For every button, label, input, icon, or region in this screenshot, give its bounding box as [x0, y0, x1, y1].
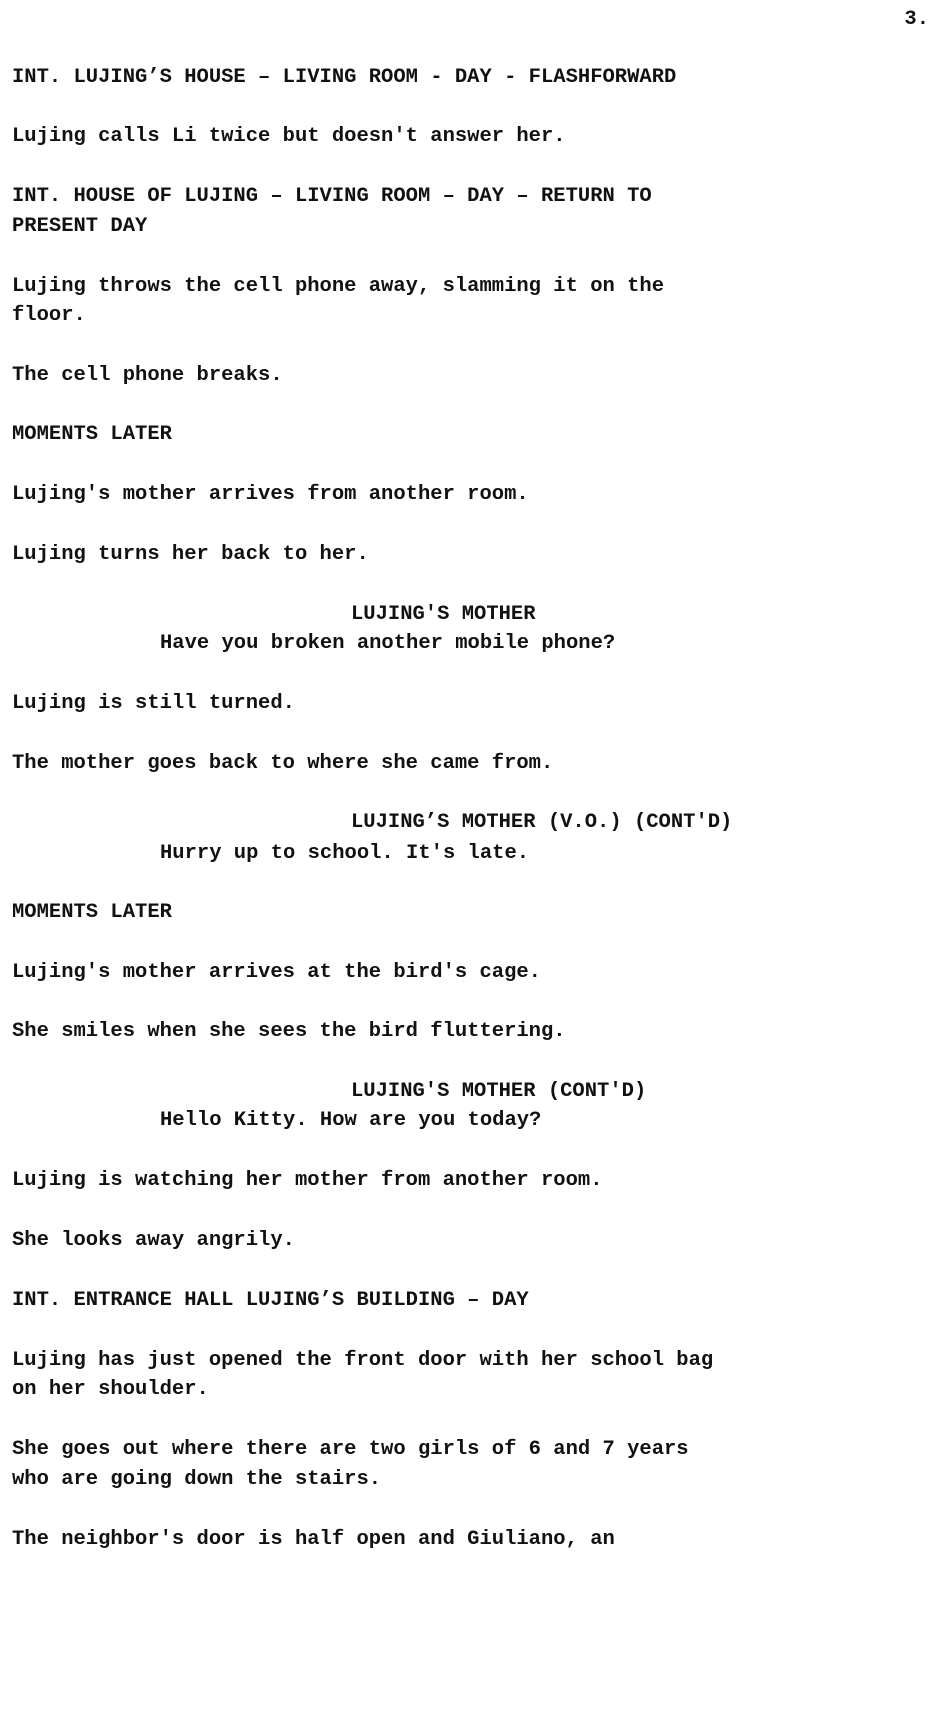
- page-number: 3.: [904, 8, 929, 31]
- dialogue-line: Have you broken another mobile phone?: [160, 632, 616, 655]
- action-line: The cell phone breaks.: [12, 364, 283, 387]
- scene-heading-continued: PRESENT DAY: [12, 215, 148, 238]
- dialogue-line: Hello Kitty. How are you today?: [160, 1109, 542, 1132]
- character-cue: LUJING’S MOTHER (V.O.) (CONT'D): [351, 811, 733, 834]
- action-line: She smiles when she sees the bird fluttering.: [12, 1020, 566, 1043]
- action-line-continued: who are going down the stairs.: [12, 1468, 382, 1491]
- action-line: The neighbor's door is half open and Giuliano, an: [12, 1528, 615, 1551]
- action-line: Lujing's mother arrives from another room.: [12, 483, 529, 506]
- scene-heading: INT. ENTRANCE HALL LUJING’S BUILDING – DAY: [12, 1289, 529, 1312]
- transition-heading: MOMENTS LATER: [12, 423, 172, 446]
- action-line: She goes out where there are two girls of 6 and 7 years: [12, 1438, 689, 1461]
- dialogue-line: Hurry up to school. It's late.: [160, 842, 530, 865]
- action-line: Lujing throws the cell phone away, slamming it on the: [12, 275, 665, 298]
- action-line-continued: floor.: [12, 304, 86, 327]
- action-line: Lujing is still turned.: [12, 692, 295, 715]
- scene-heading: INT. LUJING’S HOUSE – LIVING ROOM - DAY - FLASHFORWARD: [12, 66, 677, 89]
- character-cue: LUJING'S MOTHER (CONT'D): [351, 1080, 647, 1103]
- action-line: She looks away angrily.: [12, 1229, 295, 1252]
- action-line: Lujing's mother arrives at the bird's cage.: [12, 961, 541, 984]
- action-line-continued: on her shoulder.: [12, 1378, 209, 1401]
- action-line: The mother goes back to where she came from.: [12, 752, 554, 775]
- scene-heading: INT. HOUSE OF LUJING – LIVING ROOM – DAY – RETURN TO: [12, 185, 652, 208]
- action-line: Lujing is watching her mother from another room.: [12, 1169, 603, 1192]
- action-line: Lujing calls Li twice but doesn't answer her.: [12, 125, 566, 148]
- transition-heading: MOMENTS LATER: [12, 901, 172, 924]
- action-line: Lujing has just opened the front door with her school bag: [12, 1349, 714, 1372]
- action-line: Lujing turns her back to her.: [12, 543, 369, 566]
- character-cue: LUJING'S MOTHER: [351, 603, 536, 626]
